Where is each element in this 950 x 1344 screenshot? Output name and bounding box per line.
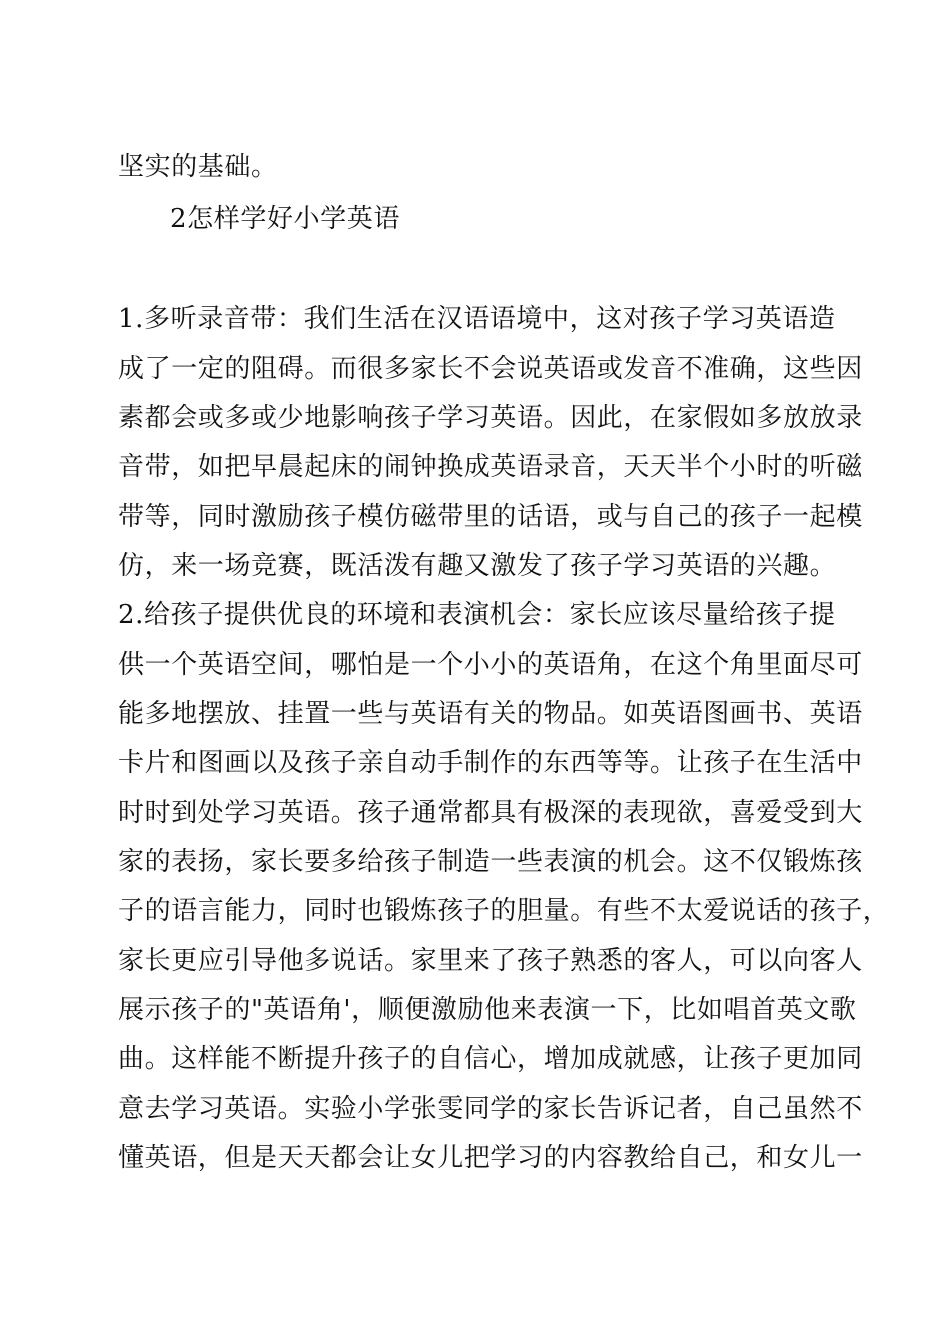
body-line: 仿，来一场竞赛，既活泼有趣又激发了孩子学习英语的兴趣。 [118,551,837,581]
section-heading: 2怎样学好小学英语 [170,204,400,234]
body-line: 曲。这样能不断提升孩子的自信心，增加成就感，让孩子更加同 [118,1044,863,1074]
body-line: 供一个英语空间，哪怕是一个小小的英语角，在这个角里面尽可 [118,650,863,680]
body-line: 家的表扬，家长要多给孩子制造一些表演的机会。这不仅锻炼孩 [118,847,863,877]
body-line: 意去学习英语。实验小学张雯同学的家长告诉记者，自己虽然不 [118,1094,863,1124]
body-line: 懂英语，但是天天都会让女儿把学习的内容教给自己，和女儿一 [118,1143,863,1173]
body-line: 卡片和图画以及孩子亲自动手制作的东西等等。让孩子在生活中 [118,748,863,778]
body-line: 展示孩子的"英语角'，顺便激励他来表演一下，比如唱首英文歌 [118,995,857,1025]
body-line: 家长更应引导他多说话。家里来了孩子熟悉的客人，可以向客人 [118,946,863,976]
body-line: 能多地摆放、挂置一些与英语有关的物品。如英语图画书、英语 [118,699,863,729]
body-line: 带等，同时激励孩子模仿磁带里的话语，或与自己的孩子一起模 [118,502,863,532]
body-line: 2.给孩子提供优良的环境和表演机会：家长应该尽量给孩子提 [118,600,836,630]
body-line: 子的语言能力，同时也锻炼孩子的胆量。有些不太爱说话的孩子， [118,896,890,926]
body-line: 成了一定的阻碍。而很多家长不会说英语或发音不准确，这些因 [118,354,863,384]
body-line: 音带，如把早晨起床的闹钟换成英语录音，天天半个小时的听磁 [118,452,863,482]
body-line: 时时到处学习英语。孩子通常都具有极深的表现欲，喜爱受到大 [118,798,863,828]
body-line: 1.多听录音带：我们生活在汉语语境中，这对孩子学习英语造 [118,304,836,334]
continuation-line: 坚实的基础。 [118,152,278,182]
body-line: 素都会或多或少地影响孩子学习英语。因此，在家假如多放放录 [118,403,863,433]
